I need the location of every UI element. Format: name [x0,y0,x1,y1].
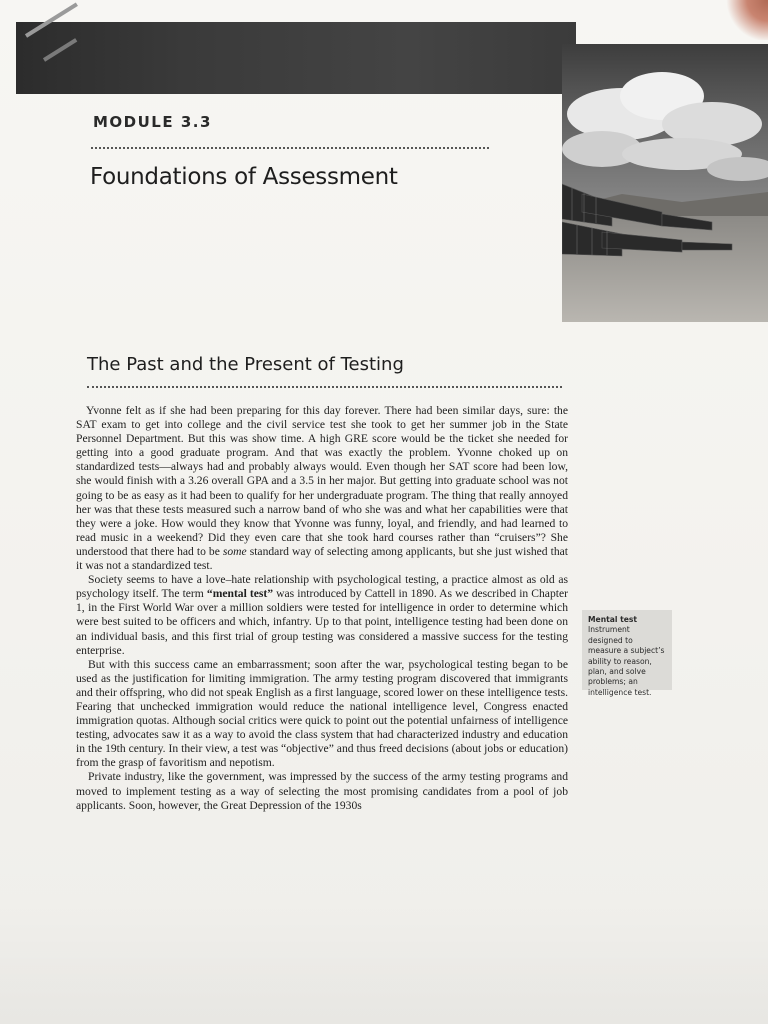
body-text [76,404,568,813]
header-band [16,22,576,94]
paragraph: But with this success came an embarrassment; soon after the war, psychological testing began to be used as the justification for limiting immigration. The army testing program discovered that immigrants and their offspring, who did not speak English as a first language, scored lower on these intelligence tests. Fearing that unchecked immigration would reduce the national intelligence level, Congress enacted immigration quotas. Although social critics were quick to point out the potential unfairness of intelligence testing, advocates saw it as a way to avoid the class system that had characterized industry and education in the 19th century. In their view, a test was “objective” and thus freed decisions (about jobs or education) from the grasp of favoritism and nepotism. [76,657,568,770]
margin-definition [582,610,672,697]
page-shadow [0,900,768,1024]
margin-definition-text: Instrument designed to measure a subject’s ability to reason, plan, and solve problems; an intelligence test. [588,625,665,697]
key-term: “mental test” [206,587,274,601]
paragraph: Society seems to have a love–hate relationship with psychological testing, a practice almost as old as psychology itself. The term “mental test” was introduced by Cattell in 1890. As we described in Chapter 1, in the First World War over a million soldiers were tested for intelligence in order to determine which were best suited to be officers and which, infantry. Up to that point, intelligence testing had been done on an individual basis, and this first trial of group testing was considered a massive success for the testing enterprise. [76,573,568,657]
divider [91,147,489,149]
solar-panel-illustration [562,44,768,322]
margin-term: Mental test [588,615,638,624]
section-heading: The Past and the Present of Testing [87,354,404,375]
divider [87,386,562,388]
module-title: Foundations of Assessment [90,164,398,190]
solar-panel-photo [562,44,768,322]
finger-shadow [724,0,768,40]
module-label: MODULE 3.3 [93,113,212,131]
paragraph: Private industry, like the government, was impressed by the success of the army testing programs and moved to implement testing as a way of selecting the most promising candidates from a pool of job applicants. Soon, however, the Great Depression of the 1930s [76,770,568,812]
paragraph: Yvonne felt as if she had been preparing for this day forever. There had been similar days, sure: the SAT exam to get into college and the civil service test she took to get her summer job in the State Personnel Department. But this was show time. A high GRE score would be the ticket she needed for getting into a good graduate program. And that was exactly the problem. Yvonne choked up on standardized tests—always had and probably always would. Even though her SAT score had been low, she would finish with a 3.26 overall GPA and a 3.5 in her major. But getting into graduate school was not going to be as easy as it had been to qualify for her undergraduate program. The thing that really annoyed her was that these tests measured such a narrow band of who she was and what her capabilities were that they were a joke. How would they know that Yvonne was funny, loyal, and friendly, and had learned to read music in a weekend? Did they even care that she took hard courses rather than “cruisers”? She understood that there had to be some standard way of selecting among applicants, but she just wished that it was not a standardized test. [76,404,568,573]
